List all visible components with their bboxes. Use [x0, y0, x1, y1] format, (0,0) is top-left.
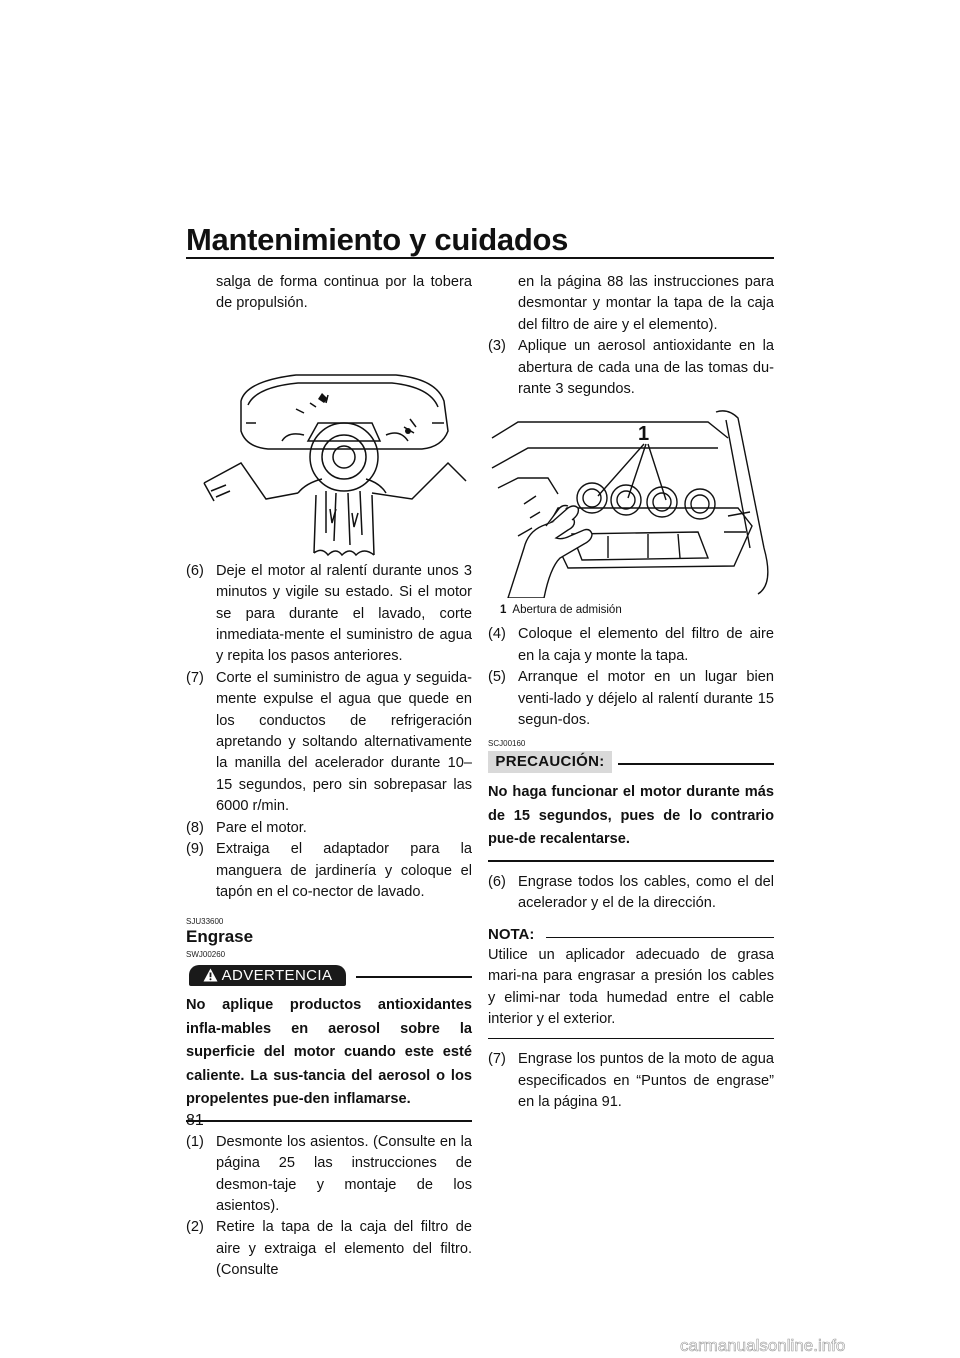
step-number: (4)	[488, 626, 506, 643]
step-8	[186, 818, 472, 839]
step-text: Engrase todos los cables, como el del acelerador y el de la dirección.	[518, 873, 774, 912]
step-7	[186, 668, 472, 818]
left-column	[186, 272, 472, 1282]
caution-badge: PRECAUCIÓN:	[488, 751, 612, 773]
watermark-text: carmanualsonline.info	[680, 1336, 846, 1355]
step-number: (7)	[186, 669, 204, 686]
step-text: Desmonte los asientos. (Consulte en la página 25 las instrucciones de desmon-taje y montaje de los asientos).	[216, 1133, 472, 1215]
caption-number: 1	[500, 604, 507, 617]
step-6b	[488, 872, 774, 915]
step-text: Corte el suministro de agua y seguida-mente expulse el agua que quede en los conductos de refrigeración apretando y soltando alternativamente la manilla del acelerador durante 10–15 segundos, pero sin sobrepasar las 6000 r/min.	[216, 669, 472, 815]
step-2	[186, 1217, 472, 1281]
caution-text: No haga funcionar el motor durante más de 15 segundos, pues de lo contrario pue-de recalentarse.	[488, 784, 774, 848]
step-2-continuation: en la página 88 las instrucciones para desmontar y montar la tapa de la caja del filtro de aire y el elemento).	[518, 274, 774, 333]
warning-end-rule	[186, 1120, 472, 1122]
section-code: SJU33600	[186, 917, 224, 927]
step-text: Deje el motor al ralentí durante unos 3 minutos y vigile su estado. Si el motor se para durante el lavado, corte inmediata-mente el suministro de agua y repita los pasos anteriores.	[216, 562, 472, 665]
step-5	[488, 667, 774, 731]
flush-illustration	[186, 323, 472, 561]
warning-rule	[356, 976, 472, 978]
intake-illustration	[488, 408, 774, 598]
step-number: (6)	[488, 873, 506, 890]
step-text: Engrase los puntos de la moto de agua especificados en “Puntos de engrase” en la página 91.	[518, 1051, 774, 1111]
step-3	[488, 336, 774, 400]
step-text: Pare el motor.	[216, 819, 307, 836]
section-heading: Engrase	[186, 927, 254, 947]
step-text: Extraiga el adaptador para la manguera de jardinería y coloque el tapón en el co-nector de lavado.	[216, 841, 472, 900]
note-rule	[546, 937, 774, 938]
step-7b	[488, 1049, 774, 1113]
warning-code: SWJ00260	[186, 950, 226, 960]
warning-header	[186, 962, 472, 988]
note-text: Utilice un aplicador adecuado de grasa mari-na para engrasar a presión los cables y elimi-nar toda humedad entre el cable interior y el exterior.	[488, 946, 774, 1027]
caution-header	[488, 749, 774, 775]
jet-nozzle-illustration	[186, 323, 472, 561]
title-rule	[186, 257, 774, 259]
note-header	[488, 925, 774, 945]
step-9	[186, 839, 472, 903]
note-label: NOTA:	[488, 925, 535, 943]
caption-text: Abertura de admisión	[512, 604, 622, 617]
step-1	[186, 1132, 472, 1218]
step-number: (9)	[186, 841, 204, 858]
caution-code: SCJ00160	[488, 739, 526, 749]
step-text: Arranque el motor en un lugar bien venti-lado y déjelo al ralentí durante 15 segun-dos.	[518, 669, 774, 729]
page-number: 81	[186, 1112, 204, 1129]
step-number: (8)	[186, 819, 204, 836]
intro-continuation: salga de forma continua por la tobera de propulsión.	[216, 274, 472, 312]
engine-intake-illustration	[488, 408, 774, 598]
note-end-rule	[488, 1038, 774, 1039]
step-4	[488, 624, 774, 667]
step-number: (6)	[186, 562, 204, 579]
watermark	[680, 1336, 950, 1356]
warning-badge	[189, 965, 346, 986]
step-number: (1)	[186, 1133, 204, 1150]
step-6	[186, 561, 472, 668]
caution-rule	[618, 763, 774, 765]
step-text: Coloque el elemento del filtro de aire en la caja y monte la tapa.	[518, 626, 774, 664]
step-text: Aplique un aerosol antioxidante en la abertura de cada una de las tomas du-rante 3 segundos.	[518, 338, 774, 398]
step-number: (3)	[488, 338, 506, 355]
figure-caption	[500, 602, 774, 618]
warning-triangle-icon	[203, 968, 218, 982]
step-number: (5)	[488, 669, 506, 686]
warning-text: No aplique productos antioxidantes infla-mables en aerosol sobre la superficie del motor cuando este esté caliente. La sus-tancia del aerosol o los propelentes pue-den inflamarse.	[186, 997, 472, 1108]
callout-number: 1	[638, 423, 650, 446]
page-title: Mantenimiento y cuidados	[186, 222, 569, 257]
right-column	[488, 272, 774, 1114]
warning-label: ADVERTENCIA	[221, 967, 333, 985]
step-number: (2)	[186, 1219, 204, 1236]
step-number: (7)	[488, 1051, 506, 1068]
step-text: Retire la tapa de la caja del filtro de aire y extraiga el elemento del filtro. (Consulte	[216, 1219, 472, 1279]
caution-end-rule	[488, 860, 774, 862]
